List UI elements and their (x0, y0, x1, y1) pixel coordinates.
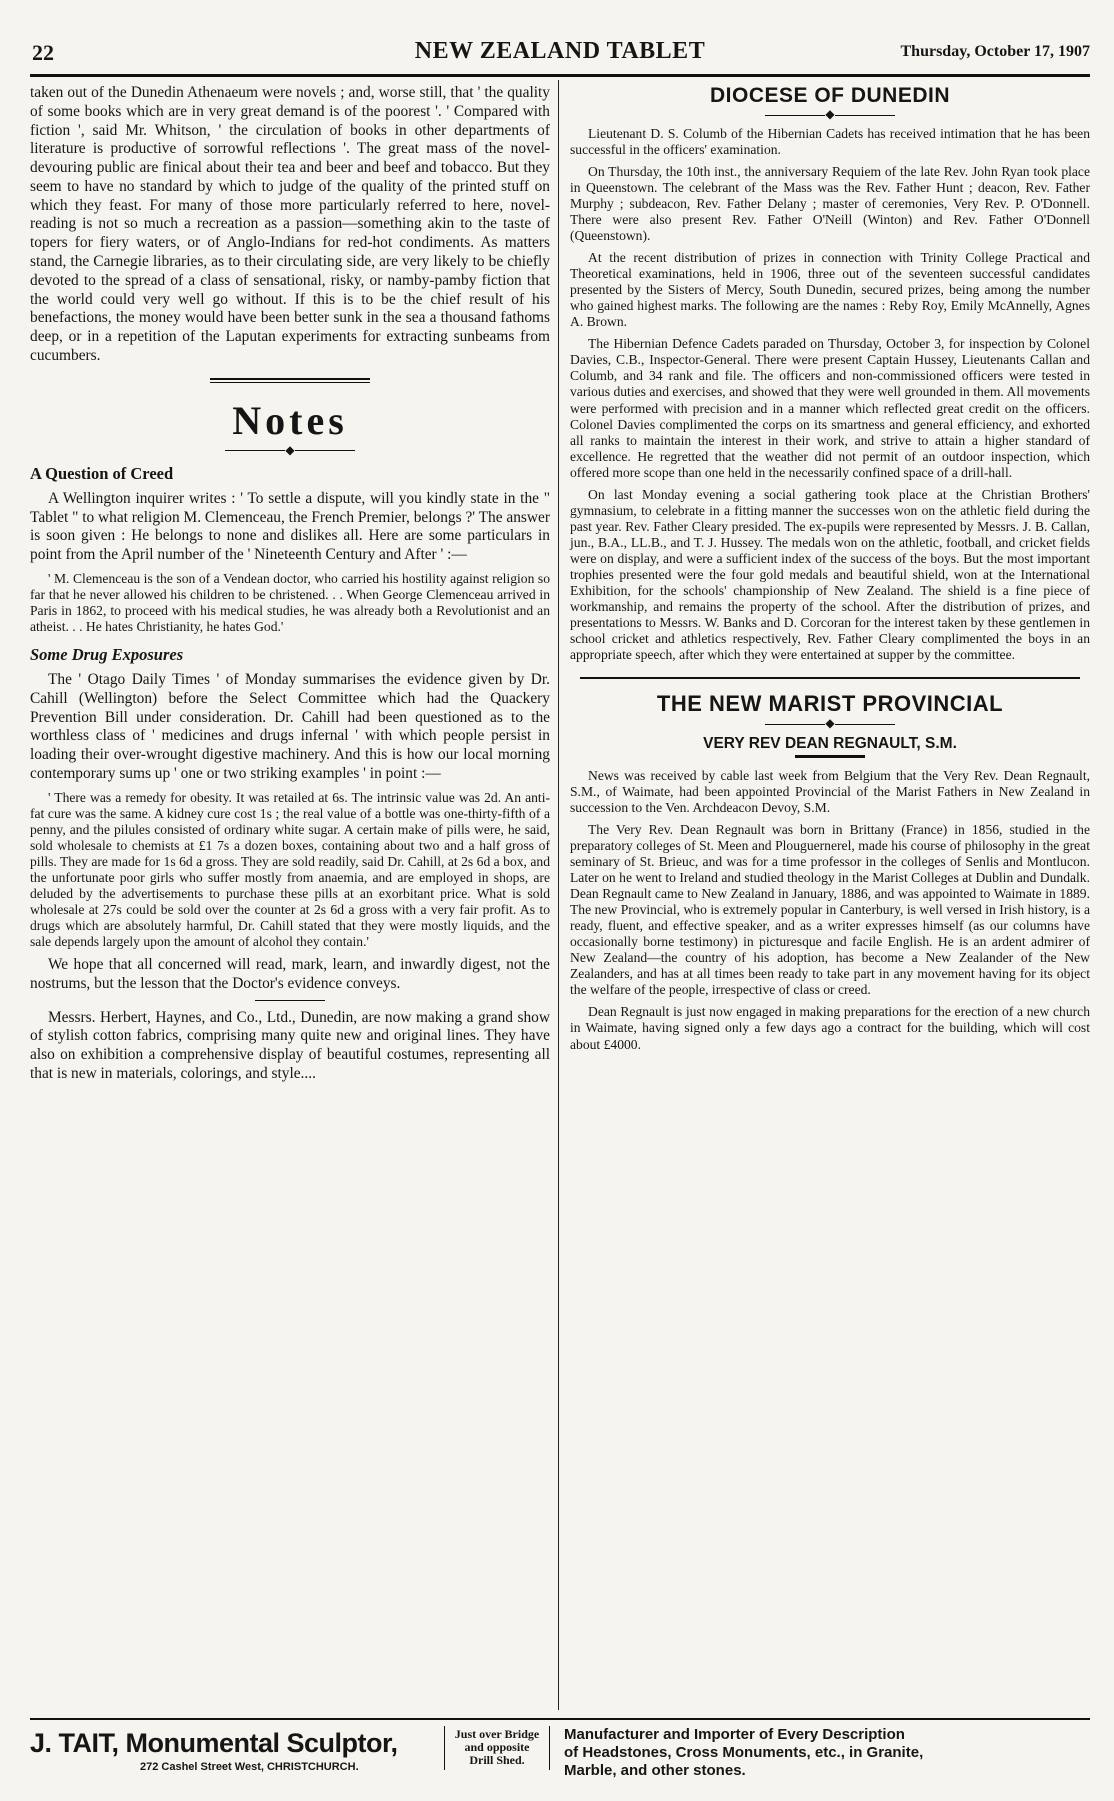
dunedin-paragraph-5: On last Monday evening a social gathering took place at the Christian Brothers' gymnasium, to celebrate in a fitting manner the successes won on the athletic field during the past year. Rev. Father Cleary presided. The ex-pupils were represented by Messrs. J. B. Callan, jun., B.A., LL.B., and T. J. Hussey. The medals won on the athletic, football, and cricket fields were on display, and were a sufficient index of the success of the boys. But the most important trophies presented were the four gold medals and beautiful shield, won at the International Exhibition, for the schools' championship of New Zealand. The shield is a fine piece of workmanship, and remains the property of the school. After the distribution of prizes, and presentations to Messrs. W. Banks and D. Corcoran for the interest taken by these gentlemen in school cricket and athletics respectively, Rev. Father Cleary complimented the boys in an appropriate speech, after which they were entertained at supper by the committee. (570, 486, 1090, 662)
marist-paragraph-2: The Very Rev. Dean Regnault was born in Brittany (France) in 1856, studied in the preparatory colleges of St. Meen and Plouguernerel, made his course of philosophy in the great seminary of St. Brieuc, and was for a time professor in the colleges of Senlis and Montlucon. Later on he went to Ireland and studied theology in the Marist Colleges at Dublin and Dundalk. Dean Regnault came to New Zealand in January, 1886, and was appointed to Waimate in 1889. The new Provincial, who is extremely popular in Canterbury, is well versed in Irish history, is a ready, fluent, and effective speaker, and as a writer expresses himself (as our columns have occasionally borne testimony) in picturesque and facile English. He is an ardent admirer of New Zealand—the country of his adoption, has become a New Zealander of the New Zealanders, and has at all times been ready to take part in any movement having for its object the welfare of the people, irrespective of class or creed. (570, 822, 1090, 998)
ad-line-1: Manufacturer and Importer of Every Description (564, 1726, 905, 1743)
column-divider (558, 80, 559, 1710)
ad-location-line: and opposite (464, 1740, 530, 1755)
ad-address: 272 Cashel Street West, CHRISTCHURCH. (140, 1761, 359, 1773)
left-column (30, 84, 550, 1090)
dunedin-paragraph-4: The Hibernian Defence Cadets paraded on Thursday, October 3, for inspection by Colonel Davies, C.B., Inspector-General. There were present Captain Hussey, Lieutenants Callan and Columb, and 34 rank and file. The officers and non-commissioned officers were tested in various duties and exercises, and showed that they were well grounded in them. All movements were performed with precision and in a manner which reflected great credit on the officers. Colonel Davies complimented the corps on its smartness and general efficiency, and exhorted all ranks to maintain the interest in their work, and strive to attain a higher standard of excellence. He regretted that the weather did not permit of an outdoor inspection, which offered more scope than one held in the necessarily confined space of a drill-hall. (570, 336, 1090, 480)
heading-rule (795, 755, 865, 758)
section-rule (580, 677, 1080, 679)
notes-heading: Notes (232, 397, 348, 443)
creed-heading: A Question of Creed (30, 463, 174, 483)
ad-line-3: Marble, and other stones. (564, 1762, 746, 1779)
section-rule (210, 378, 370, 380)
page-header (30, 38, 1090, 72)
ad-location-line: Drill Shed. (469, 1753, 525, 1768)
ad-line-2: of Headstones, Cross Monuments, etc., in Granite, (564, 1744, 924, 1761)
newspaper-title: NEW ZEALAND TABLET (414, 38, 706, 64)
dunedin-paragraph-3: At the recent distribution of prizes in connection with Trinity College Practical and Theoretical examinations, held in 1906, three out of the seventeen successful candidates presented by the Sisters of Mercy, South Dunedin, secured prizes, being among the number who gained highest marks. The following are the names : Reby Roy, Emily McAnnelly, Agnes A. Brown. (570, 250, 1090, 330)
short-rule (255, 1000, 325, 1001)
ornament-divider: ◆ (570, 108, 1090, 120)
creed-paragraph: A Wellington inquirer writes : ' To settle a dispute, will you kindly state in the " Tablet " to what religion M. Clemenceau, the French Premier, belongs ?' The answer is soon given : He belongs to none and dislikes all. Here are some particulars in point from the April number of the ' Nineteenth Century and After ' :— (30, 489, 550, 564)
drug-heading: Some Drug Exposures (30, 644, 184, 664)
page-number: 22 (32, 40, 54, 65)
right-column (570, 84, 1090, 1059)
dunedin-heading: DIOCESE OF DUNEDIN (709, 84, 951, 107)
issue-date: Thursday, October 17, 1907 (900, 43, 1090, 60)
tait-advertisement (30, 1718, 1090, 1780)
dunedin-paragraph-1: Lieutenant D. S. Columb of the Hibernian Cadets has received intimation that he has been successful in the officers' examination. (570, 126, 1090, 158)
creed-quote: ' M. Clemenceau is the son of a Vendean doctor, who carried his hostility against religion so far that he never allowed his children to be christened. . . When George Clemenceau arrived in Paris in 1862, to proceed with his medical studies, he was already both a Revolutionist and an atheist. . . He hates Christianity, he hates God.' (30, 570, 550, 634)
haynes-paragraph: Messrs. Herbert, Haynes, and Co., Ltd., Dunedin, are now making a grand show of stylish cotton fabrics, comprising many quite new and original lines. They have also on exhibition a comprehensive display of beautiful costumes, representing all that is new in materials, colorings, and style.... (30, 1008, 550, 1082)
header-rule (30, 74, 1090, 77)
ad-location-line: Just over Bridge (454, 1727, 540, 1741)
ad-location (444, 1726, 550, 1770)
intro-paragraph: taken out of the Dunedin Athenaeum were novels ; and, worse still, that ' the quality of some books which are in very great demand is of the poorest '. ' Compared with fiction ', said Mr. Whitson, ' the circulation of books in other departments of literature is productive of sorrowful reflections '. The great mass of the novel-devouring public are finical about their tea and beer and beef and tobacco. But they seem to have no standard by which to judge of the quality of the printed stuff on which they feast. For many of those more particularly referred to here, novel-reading is not so much a recreation as a passion—something akin to the taste of topers for fiery waters, or of Anglo-Indians for red-hot condiments. As matters stand, the Carnegie libraries, as to their circulating side, are very likely to be chiefly devoted to the spread of a class of sensational, risky, or namby-pamby fiction that the world could very well go without. If this is to be the chief result of his benefactions, the money would have been better sunk in the sea a thousand fathoms deep, or in a repetition of the Laputan experiments for extracting sunbeams from cucumbers. (30, 84, 550, 364)
ornament-divider: ◆ (30, 444, 550, 456)
drug-conclusion: We hope that all concerned will read, mark, learn, and inwardly digest, not the nostrums, but the lesson that the Doctor's evidence conveys. (30, 955, 550, 992)
ad-business-name: J. TAIT, Monumental Sculptor, (30, 1728, 398, 1758)
drug-quote: ' There was a remedy for obesity. It was retailed at 6s. The intrinsic value was 2d. An anti-fat cure was the same. A kidney cure cost 1s ; the real value of a bottle was one-thirty-fifth of a penny, and the pilules consisted of ordinary white sugar. A certain make of pills were, he said, sold wholesale to chemists at £1 7s a dozen boxes, containing about two and a half gross of pills. They are made for 1s 6d a gross. They are sold readily, said Dr. Cahill, at 2s 6d a box, and the unfortunate poor girls who suffer mostly from anaemia, and are employed in shops, are deluded by the advertisements to purchase these pills at an exorbitant price. What is sold wholesale at 27s could be sold over the counter at 2s 6d a gross with a very fair profit. As to drugs which are absolutely harmful, Dr. Cahill stated that they were mostly liquids, and the sale depends largely upon the amount of alcohol they contain.' (30, 789, 550, 949)
ad-description (564, 1726, 1090, 1780)
marist-paragraph-1: News was received by cable last week from Belgium that the Very Rev. Dean Regnault, S.M., of Waimate, had been appointed Provincial of the Marist Fathers in New Zealand in succession to the Ven. Archdeacon Devoy, S.M. (570, 768, 1090, 816)
section-rule-thin (210, 382, 370, 383)
ornament-divider: ◆ (570, 717, 1090, 729)
marist-paragraph-3: Dean Regnault is just now engaged in making preparations for the erection of a new church in Waimate, having signed only a few days ago a contract for the building, which will cost about £4000. (570, 1004, 1090, 1052)
marist-heading: THE NEW MARIST PROVINCIAL (656, 691, 1004, 716)
regnault-heading: VERY REV DEAN REGNAULT, S.M. (703, 735, 957, 752)
ad-left-block (30, 1728, 420, 1773)
drug-paragraph: The ' Otago Daily Times ' of Monday summarises the evidence given by Dr. Cahill (Wellington) before the Select Committee which had the Quackery Prevention Bill under consideration. Dr. Cahill had been questioned as to the worthless class of ' medicines and drugs infernal ' with which people persist in loading their over-wrought digestive machinery. And this is how our local morning contemporary sums up ' one or two striking examples ' in point :— (30, 670, 550, 782)
dunedin-paragraph-2: On Thursday, the 10th inst., the anniversary Requiem of the late Rev. John Ryan took place in Queenstown. The celebrant of the Mass was the Rev. Father Hunt ; deacon, Rev. Father Murphy ; subdeacon, Rev. Father Delany ; master of ceremonies, Very Rev. P. O'Donnell. There were also present Rev. Father O'Neill (Winton) and Rev. Father O'Donnell (Queenstown). (570, 164, 1090, 244)
